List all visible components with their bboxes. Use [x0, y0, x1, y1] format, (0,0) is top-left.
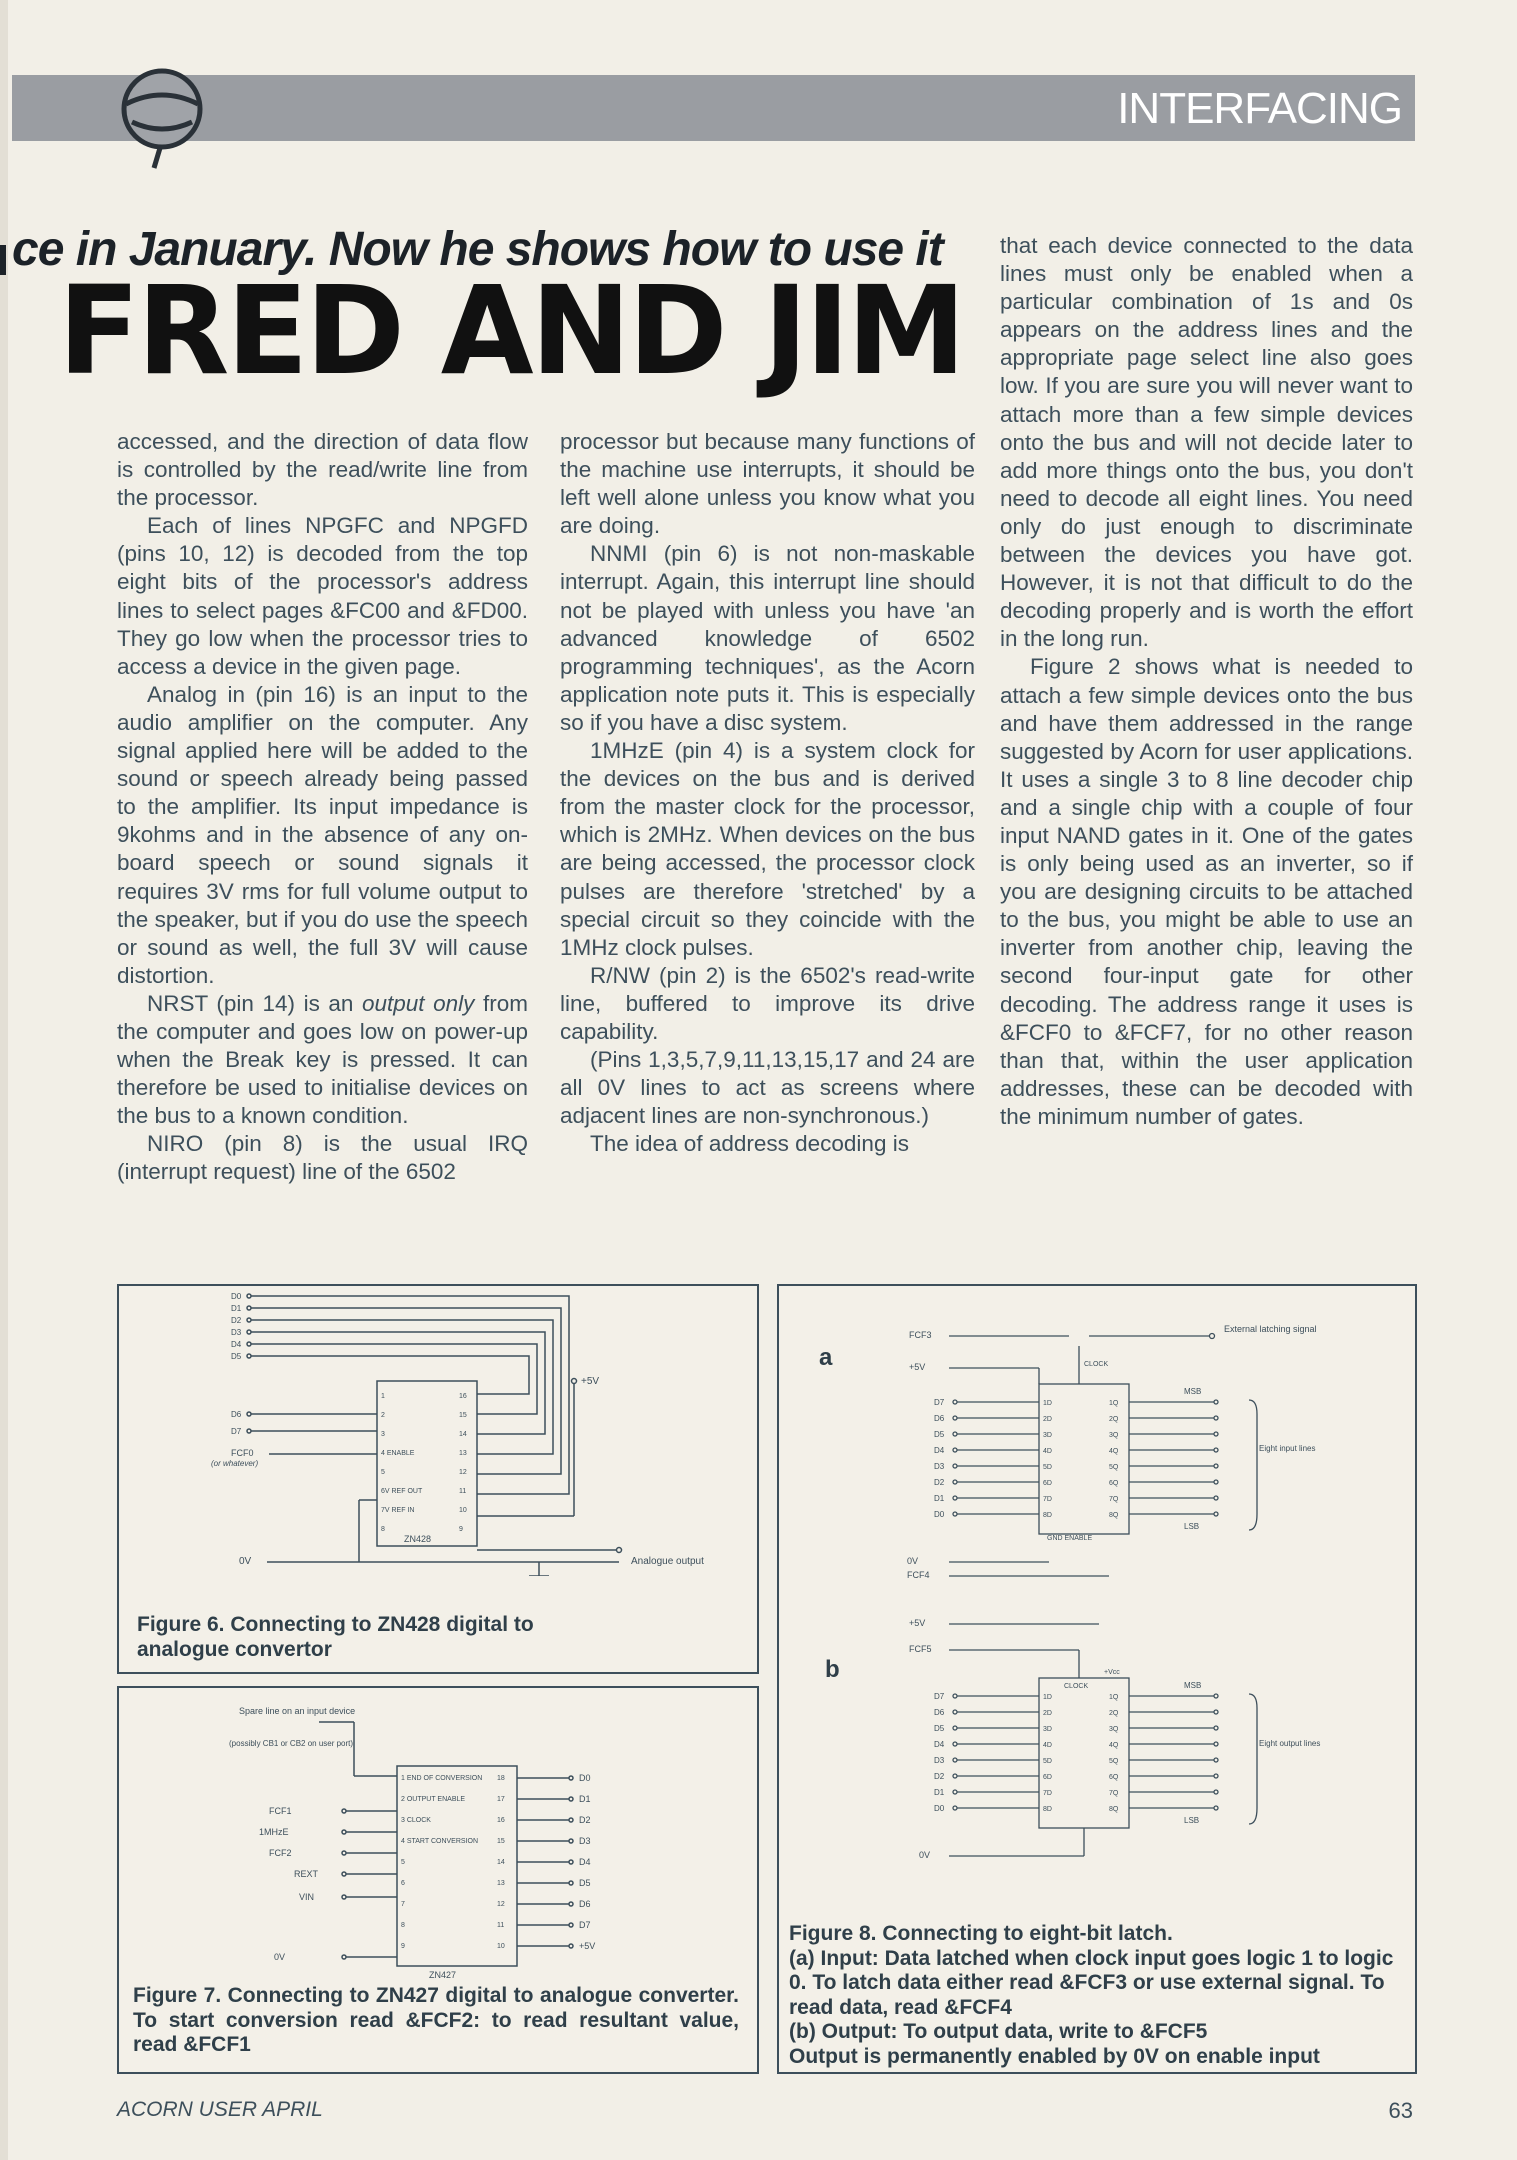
fig8-b-eight: Eight output lines [1259, 1739, 1321, 1748]
lead-in-marker [0, 245, 6, 275]
fig7-pin-left: 5 [401, 1859, 405, 1866]
fig6-data-pin-label: D1 [231, 1304, 242, 1313]
fig7-pin-right: 13 [497, 1880, 505, 1887]
fig8-output-pin [1214, 1758, 1218, 1762]
fig7-spare-line: Spare line on an input device [239, 1706, 356, 1716]
fig6-data-wire [251, 1356, 529, 1394]
article-column-2 [560, 428, 975, 1158]
fig8-input-label: D5 [934, 1430, 945, 1439]
fig7-output-label: D6 [579, 1899, 591, 1909]
fig8-a-msb: MSB [1184, 1387, 1202, 1396]
fig8-a-fcf4: FCF4 [907, 1570, 930, 1580]
fig8-q-pin: 2Q [1109, 1710, 1119, 1717]
fig8-input-label: D2 [934, 1772, 945, 1781]
fig8-d-pin: 5D [1043, 1464, 1052, 1471]
fig6-pin-labels [381, 1393, 467, 1533]
fig7-input-label: 1MHzE [259, 1827, 289, 1837]
fig7-input-label: REXT [294, 1869, 319, 1879]
fig6-fcf0-note: (or whatever) [211, 1459, 259, 1468]
fig6-pin-left: 3 [381, 1431, 385, 1438]
fig8-d-pin: 8D [1043, 1806, 1052, 1813]
fig8-input-pin [953, 1464, 957, 1468]
fig8-output-pin [1214, 1726, 1218, 1730]
fig6-chip-body [377, 1381, 477, 1546]
fig8-input-pin [953, 1742, 957, 1746]
fig8-output-pin [1214, 1432, 1218, 1436]
fig7-output-label: D3 [579, 1836, 591, 1846]
fig7-output-pin [569, 1923, 573, 1927]
fig8-input-label: D4 [934, 1740, 945, 1749]
paragraph: (Pins 1,3,5,7,9,11,13,15,17 and 24 are all 0V lines to act as screens where adjacent lines are non-synchronous.) [560, 1047, 975, 1129]
fig6-fcf0: FCF0 [231, 1448, 254, 1458]
fig6-pin-left: 6V REF OUT [381, 1488, 423, 1495]
fig7-input-label: FCF1 [269, 1806, 292, 1816]
fig8-caption-b: (b) Output: To output data, write to &FCF5 [789, 2020, 1208, 2043]
fig6-pin-left: 5 [381, 1469, 385, 1476]
fig8-d-pin: 8D [1043, 1512, 1052, 1519]
fig7-pin-right: 17 [497, 1796, 505, 1803]
fig8-a-fcf3: FCF3 [909, 1330, 932, 1340]
fig7-pin-right: 16 [497, 1817, 505, 1824]
fig8-output-pin [1214, 1774, 1218, 1778]
figure-7 [117, 1686, 759, 2074]
fig8-d-pin: 5D [1043, 1758, 1052, 1765]
fig8-input-pin [953, 1710, 957, 1714]
fig8-d-pin: 3D [1043, 1432, 1052, 1439]
fig8-q-pin: 3Q [1109, 1726, 1119, 1733]
fig8-brace [1249, 1694, 1257, 1824]
fig8-input-pin [953, 1432, 957, 1436]
fig6-zero-v: 0V [239, 1556, 252, 1567]
figure-6 [117, 1284, 759, 1674]
fig7-spare-note: (possibly CB1 or CB2 on user port) [229, 1739, 354, 1748]
fig8-b-vcc: +Vcc [1104, 1669, 1120, 1676]
fig8-output-pin [1214, 1694, 1218, 1698]
fig7-output-label: D0 [579, 1773, 591, 1783]
fig8-output-pin [1214, 1400, 1218, 1404]
fig6-data-pin-label: D5 [231, 1352, 242, 1361]
fig7-input-pin [342, 1955, 346, 1959]
figure-7-caption: Figure 7. Connecting to ZN427 digital to analogue converter. To start conversion read &FCF2: to read resultant value, read &FCF1 [133, 1984, 739, 2056]
fig8-q-pin: 1Q [1109, 1694, 1119, 1701]
fig7-inputs [259, 1806, 319, 1962]
fig6-data-pin [247, 1342, 251, 1346]
fig7-pin-left: 7 [401, 1901, 405, 1908]
fig6-data-pin [247, 1354, 251, 1358]
figure-8-caption [789, 1922, 1401, 2069]
fig6-data-pin-label: D6 [231, 1410, 242, 1419]
fig8-output-pin [1214, 1416, 1218, 1420]
fig8-input-pin [953, 1480, 957, 1484]
fig8-output-pin [1214, 1496, 1218, 1500]
fig7-output-label: D1 [579, 1794, 591, 1804]
page-edge [0, 0, 8, 2160]
fig7-input-pin [342, 1895, 346, 1899]
fig8-a-zero: 0V [907, 1556, 919, 1566]
fig7-input-pin [342, 1830, 346, 1834]
fig7-pin-right: 14 [497, 1859, 505, 1866]
fig6-analogue-out: Analogue output [631, 1556, 704, 1567]
fig8-input-label: D0 [934, 1804, 945, 1813]
fig6-pin-left: 8 [381, 1526, 385, 1533]
fig8-q-pin: 7Q [1109, 1790, 1119, 1797]
fig7-pin-left: 1 END OF CONVERSION [401, 1775, 483, 1782]
fig8-d-pin: 6D [1043, 1480, 1052, 1487]
fig6-pin-right: 13 [459, 1450, 467, 1457]
headline-title: FRED AND JIM [58, 260, 964, 403]
fig8-input-label: D1 [934, 1494, 945, 1503]
fig8-d-pin: 4D [1043, 1448, 1052, 1455]
fig8-input-label: D6 [934, 1708, 945, 1717]
fig8-a-plus5v: +5V [909, 1362, 926, 1372]
fig8-input-pin [953, 1512, 957, 1516]
fig8-caption-c: Output is permanently enabled by 0V on enable input [789, 2044, 1320, 2068]
fig6-data-pin [247, 1306, 251, 1310]
fig8-a-lsb: LSB [1184, 1522, 1200, 1531]
fig8-q-pin: 5Q [1109, 1758, 1119, 1765]
fig7-pin-left: 9 [401, 1943, 405, 1950]
fig7-input-label: 0V [274, 1952, 286, 1962]
footer-magazine: ACORN USER APRIL [117, 2098, 323, 2121]
fig8-q-pin: 8Q [1109, 1512, 1119, 1519]
fig8-b-fcf5: FCF5 [909, 1644, 932, 1654]
fig7-output-label: D5 [579, 1878, 591, 1888]
fig8-input-label: D6 [934, 1414, 945, 1423]
fig8-q-pin: 5Q [1109, 1464, 1119, 1471]
fig8-input-label: D7 [934, 1692, 945, 1701]
fig6-pin-right: 12 [459, 1469, 467, 1476]
fig8-input-label: D3 [934, 1462, 945, 1471]
fig8-a-eight: Eight input lines [1259, 1444, 1316, 1453]
fig7-output-label: D7 [579, 1920, 591, 1930]
fig8-output-pin [1214, 1742, 1218, 1746]
paragraph: processor but because many functions of the machine use interrupts, it should be left well alone unless you know what you are doing. [560, 429, 975, 539]
fig8-brace [1249, 1400, 1257, 1530]
paragraph: NIRO (pin 8) is the usual IRQ (interrupt request) line of the 6502 [117, 1131, 528, 1185]
fig8-input-pin [953, 1400, 957, 1404]
fig6-data-lines [231, 1292, 569, 1494]
fig7-output-label: +5V [579, 1941, 596, 1951]
fig8-output-pin [1214, 1480, 1218, 1484]
fig8-output-pin [1214, 1448, 1218, 1452]
fig8-label-b: b [825, 1656, 840, 1683]
fig8-q-pin: 3Q [1109, 1432, 1119, 1439]
figure-6-caption: Figure 6. Connecting to ZN428 digital to analogue convertor [137, 1613, 534, 1661]
paragraph: Each of lines NPGFC and NPGFD (pins 10, 12) is decoded from the top eight bits of the processor's address lines to select pages &FC00 and &FD00. They go low when the processor tries to access a device in the given page. [117, 513, 528, 679]
fig8-d-pin: 3D [1043, 1726, 1052, 1733]
article-column-3 [1000, 232, 1413, 1131]
fig6-data-wire [251, 1344, 537, 1414]
fig8-input-label: D1 [934, 1788, 945, 1797]
paragraph: NRST (pin 14) is an output only from the computer and goes low on power-up when the Break key is pressed. It can therefore be used to initialise devices on the bus to a known condition. [117, 990, 528, 1129]
fig8-input-pin [953, 1726, 957, 1730]
fig6-data-pin-label: D4 [231, 1340, 242, 1349]
fig8-input-label: D2 [934, 1478, 945, 1487]
fig6-pin-right: 14 [459, 1431, 467, 1438]
fig7-pin-right: 12 [497, 1901, 505, 1908]
fig7-pin-right: 15 [497, 1838, 505, 1845]
fig8-d-pin: 7D [1043, 1496, 1052, 1503]
fig8-a-gnd: GND ENABLE [1047, 1535, 1093, 1542]
fig7-pin-right: 18 [497, 1775, 505, 1782]
fig8-a-ext: External latching signal [1224, 1324, 1317, 1334]
paragraph: Figure 2 shows what is needed to attach a few simple devices onto the bus and have them addressed in the range suggested by Acorn for user applications. It uses a single 3 to 8 line decoder chip and a single chip with a couple of four input NAND gates in it. One of the gates is only being used as an inverter, so if you are designing circuits to be attached to the bus, you might be able to use an inverter from another chip, leaving the second four-input gate for other decoding. The address range it uses is &FCF0 to &FCF7, for no other reason than that, within the user application addresses, these can be decoded with the minimum number of gates. [1000, 654, 1413, 1129]
paragraph: The idea of address decoding is [590, 1131, 909, 1157]
paragraph: that each device connected to the data lines must only be enabled when a particular combination of 1s and 0s appears on the address lines and the appropriate page select line also goes low. If you are sure you will never want to attach more than a few simple devices onto the bus and will not decide later to add more things onto the bus, you don't need to decode all eight lines. You need only do just enough to discriminate between the devices you have got. However, it is not that difficult to do the decoding properly and is worth the effort in the long run. [1000, 233, 1413, 652]
fig8-q-pin: 7Q [1109, 1496, 1119, 1503]
fig7-pin-left: 3 CLOCK [401, 1817, 431, 1824]
fig8-b-lsb: LSB [1184, 1816, 1200, 1825]
fig8-input-label: D3 [934, 1756, 945, 1765]
fig6-pin-right: 11 [459, 1488, 467, 1495]
fig6-data-pin [247, 1294, 251, 1298]
figure-8 [777, 1284, 1417, 2074]
fig8-output-pin [1214, 1512, 1218, 1516]
fig8-input-label: D4 [934, 1446, 945, 1455]
fig8-input-pin [953, 1416, 957, 1420]
paragraph: Analog in (pin 16) is an input to the audio amplifier on the computer. Any signal applied here will be added to the sound or speech already being passed to the amplifier. Its input impedance is 9kohms and in the absence of any on-board speech or sound signals it requires 3V rms for full volume output to the speaker, but if you do use the speech or sound as well, the full 3V will cause distortion. [117, 681, 528, 988]
fig8-input-pin [953, 1790, 957, 1794]
fig6-data-wire [251, 1296, 569, 1494]
fig7-output-pin [569, 1944, 573, 1948]
fig7-input-pin [342, 1809, 346, 1813]
fig8-input-label: D7 [934, 1398, 945, 1407]
headline-lead-in: ce in January. Now he shows how to use it [12, 223, 943, 276]
fig6-pin-right: 16 [459, 1393, 467, 1400]
fig8-q-pin: 6Q [1109, 1480, 1119, 1487]
paragraph: accessed, and the direction of data flow is controlled by the read/write line from the processor. [117, 429, 528, 511]
fig8-d-pin: 1D [1043, 1694, 1052, 1701]
fig8-b-plus5v: +5V [909, 1618, 926, 1628]
fig7-output-pin [569, 1881, 573, 1885]
fig8-q-pin: 1Q [1109, 1400, 1119, 1407]
fig8-input-pin [953, 1758, 957, 1762]
fig8-label-a: a [819, 1344, 833, 1371]
fig8-d-pin: 2D [1043, 1416, 1052, 1423]
fig8-b-rows [934, 1692, 1257, 1824]
paragraph: R/NW (pin 2) is the 6502's read-write line, buffered to improve its drive capability. [560, 962, 975, 1044]
fig6-pin-right: 15 [459, 1412, 467, 1419]
fig8-b-clock: CLOCK [1064, 1683, 1089, 1690]
fig8-input-pin [953, 1448, 957, 1452]
fig6-pin-left: 1 [381, 1393, 385, 1400]
fig8-q-pin: 2Q [1109, 1416, 1119, 1423]
fig8-a-clock: CLOCK [1084, 1361, 1109, 1368]
fig7-output-label: D4 [579, 1857, 591, 1867]
fig8-d-pin: 1D [1043, 1400, 1052, 1407]
fig6-data-pin-label: D0 [231, 1292, 242, 1301]
fig8-input-pin [953, 1774, 957, 1778]
fig8-d-pin: 7D [1043, 1790, 1052, 1797]
fig8-q-pin: 8Q [1109, 1806, 1119, 1813]
fig7-pin-left: 6 [401, 1880, 405, 1887]
fig6-pin-right: 9 [459, 1526, 463, 1533]
fig7-output-pin [569, 1818, 573, 1822]
fig8-output-pin [1214, 1806, 1218, 1810]
fig7-output-pin [569, 1776, 573, 1780]
fig8-output-pin [1214, 1710, 1218, 1714]
fig8-q-pin: 6Q [1109, 1774, 1119, 1781]
fig6-data-pin [247, 1429, 251, 1433]
acorn-logo-icon [112, 64, 212, 174]
fig7-output-pin [569, 1839, 573, 1843]
fig6-pin-left: 2 [381, 1412, 385, 1419]
fig8-input-pin [953, 1806, 957, 1810]
fig6-pin-right: 10 [459, 1507, 467, 1514]
article-column-1 [117, 428, 528, 1187]
figure-6-schematic [119, 1286, 757, 1576]
fig6-pin-left: 4 ENABLE [381, 1450, 415, 1457]
fig7-pin-right: 10 [497, 1943, 505, 1950]
figure-7-schematic [119, 1688, 757, 1988]
fig8-q-pin: 4Q [1109, 1448, 1119, 1455]
fig8-output-pin [1214, 1790, 1218, 1794]
section-label: INTERFACING [1117, 84, 1402, 133]
fig6-data-wire [251, 1332, 545, 1434]
fig8-input-pin [953, 1496, 957, 1500]
fig8-d-pin: 6D [1043, 1774, 1052, 1781]
fig7-chip-name: ZN427 [429, 1970, 457, 1980]
fig7-input-pin [342, 1851, 346, 1855]
fig6-data-pin [247, 1412, 251, 1416]
fig6-data-pin-label: D2 [231, 1316, 242, 1325]
fig8-b-zero: 0V [919, 1850, 931, 1860]
paragraph: 1MHzE (pin 4) is a system clock for the devices on the bus and is derived from the master clock for the processor, which is 2MHz. When devices on the bus are being accessed, the processor clock pulses are therefore 'stretched' by a special circuit so they coincide with the 1MHz clock pulses. [560, 738, 975, 960]
fig6-data-pin-label: D3 [231, 1328, 242, 1337]
fig8-d-pin: 4D [1043, 1742, 1052, 1749]
fig6-data-pin [247, 1318, 251, 1322]
fig8-input-label: D5 [934, 1724, 945, 1733]
fig7-pin-left: 4 START CONVERSION [401, 1838, 479, 1845]
fig7-pin-right: 11 [497, 1922, 505, 1929]
fig6-data-pin [247, 1330, 251, 1334]
fig7-input-pin [342, 1872, 346, 1876]
fig7-pin-left: 8 [401, 1922, 405, 1929]
fig7-output-pin [569, 1902, 573, 1906]
fig7-pin-labels [401, 1775, 505, 1950]
fig6-data-pin-label: D7 [231, 1427, 242, 1436]
fig7-outputs [342, 1773, 595, 1959]
page-number: 63 [1388, 2098, 1413, 2123]
fig8-caption-title: Figure 8. Connecting to eight-bit latch. [789, 1922, 1173, 1945]
paragraph: NNMI (pin 6) is not non-maskable interrupt. Again, this interrupt line should not be played with unless you have 'an advanced knowledge of 6502 programming techniques', as the Acorn application note puts it. This is especially so if you have a disc system. [560, 541, 975, 735]
fig8-a-rows [934, 1398, 1257, 1530]
fig6-chip-name: ZN428 [404, 1534, 432, 1544]
fig6-pin-left: 7V REF IN [381, 1507, 415, 1514]
fig8-output-pin [1214, 1464, 1218, 1468]
fig7-output-label: D2 [579, 1815, 591, 1825]
fig7-input-label: VIN [299, 1892, 315, 1902]
fig8-d-pin: 2D [1043, 1710, 1052, 1717]
fig8-b-msb: MSB [1184, 1681, 1202, 1690]
fig7-pin-left: 2 OUTPUT ENABLE [401, 1796, 466, 1803]
fig8-q-pin: 4Q [1109, 1742, 1119, 1749]
fig6-plus5v: +5V [581, 1376, 600, 1387]
fig7-output-pin [569, 1797, 573, 1801]
fig7-output-pin [569, 1860, 573, 1864]
fig7-input-label: FCF2 [269, 1848, 292, 1858]
fig8-caption-a: (a) Input: Data latched when clock input goes logic 1 to logic 0. To latch data either read &FCF3 or use external signal. To read data, read &FCF4 [789, 1946, 1394, 2019]
figure-8-schematic [779, 1286, 1415, 1886]
fig8-input-label: D0 [934, 1510, 945, 1519]
fig8-input-pin [953, 1694, 957, 1698]
